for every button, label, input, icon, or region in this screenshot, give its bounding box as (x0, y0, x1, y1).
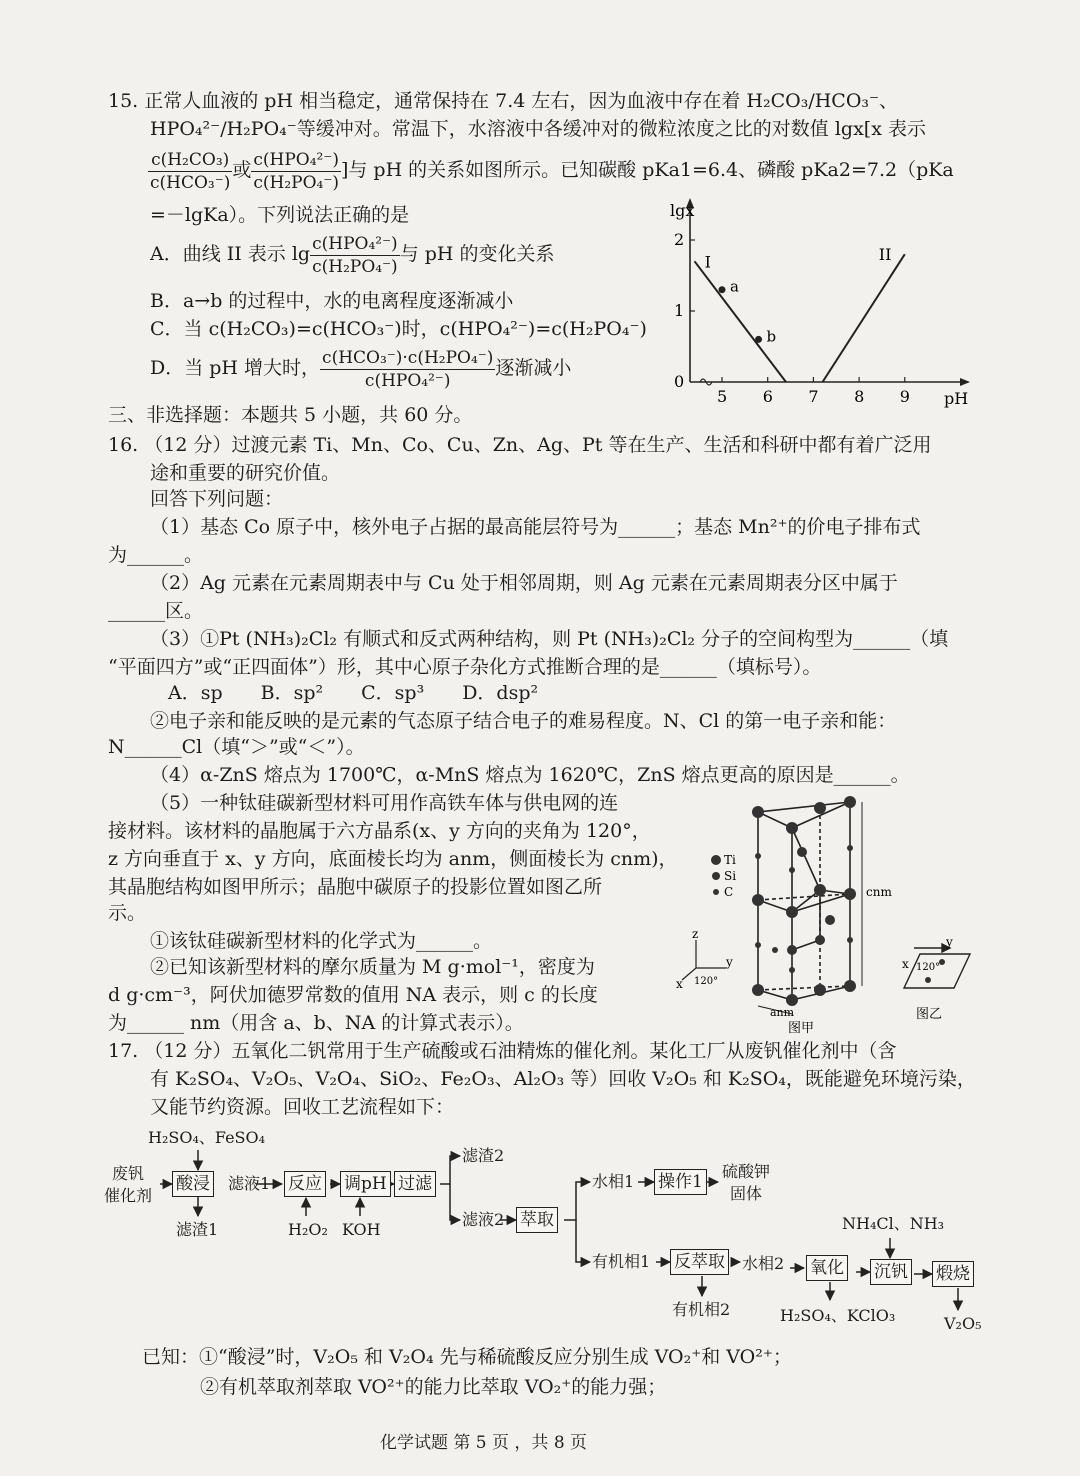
option-d-post: 逐渐减小 (495, 357, 572, 379)
c-dimension-label: cnm (866, 885, 892, 899)
axis-x-label: x (676, 977, 683, 991)
y-tick-label-1: 1 (674, 301, 685, 320)
flow-reagent-precipitate: NH₄Cl、NH₃ (842, 1214, 945, 1233)
q16-head: 16. （12 分）过渡元素 Ti、Mn、Co、Cu、Zn、Ag、Pt 等在生产、生活和科研中都有着广泛用 (108, 434, 932, 456)
x-tick-label-8: 8 (854, 387, 865, 406)
flow-organic-phase-2: 有机相2 (672, 1300, 731, 1319)
flow-raw-line2: 催化剂 (104, 1186, 153, 1205)
q16-part5i: 为______ nm（用含 a、b、NA 的计算式表示）。 (108, 1012, 524, 1034)
series-label-II: II (878, 245, 892, 265)
x-tick-label-5: 5 (716, 387, 728, 406)
q16-part5g: ②已知该新型材料的摩尔质量为 M g·mol⁻¹，密度为 (150, 956, 595, 978)
q17-head2: 有 K₂SO₄、V₂O₅、V₂O₄、SiO₂、Fe₂O₃、Al₂O₃ 等）回收 V₂O₅ 和 K₂SO₄，既能避免环境污染， (150, 1068, 976, 1090)
q15-line3-tail: ]与 pH 的关系如图所示。已知碳酸 pKa1=6.4、磷酸 pKa2=7.2（pKa (340, 159, 954, 181)
frac-num: c(HPO₄²⁻) (312, 233, 398, 254)
section-3-title: 三、非选择题：本题共 5 小题，共 60 分。 (108, 404, 473, 426)
flow-box-precipitate-v: 沉钒 (870, 1259, 912, 1285)
q16-part3b: “平面四方”或“正四面体”）形，其中心原子杂化方式推断合理的是______（填标号）。 (108, 656, 822, 678)
q15-line2: HPO₄²⁻/H₂PO₄⁻等缓冲对。常温下，水溶液中各缓冲对的微粒浓度之比的对数值 lgx[x 表示 (150, 118, 926, 140)
flow-box-reaction: 反应 (284, 1171, 326, 1197)
q16-part1b: 为______。 (108, 544, 204, 566)
flow-reagent-top: H₂SO₄、FeSO₄ (148, 1128, 266, 1147)
figure-a-caption: 图甲 (788, 1021, 815, 1036)
q16-part5a: （5）一种钛硅碳新型材料可用作高铁车体与供电网的连 (150, 792, 619, 814)
flow-box-back-extract: 反萃取 (670, 1249, 729, 1275)
q16-part5b: 接材料。该材料的晶胞属于六方晶系(x、y 方向的夹角为 120°， (108, 820, 651, 842)
q17-known-2: ②有机萃取剂萃取 VO²⁺的能力比萃取 VO₂⁺的能力强； (200, 1376, 667, 1398)
q16-part5f: ①该钛硅碳新型材料的化学式为______。 (150, 930, 493, 952)
flow-water-phase-1: 水相1 (592, 1172, 635, 1191)
or-text: 或 (232, 159, 252, 181)
flow-organic-phase-1: 有机相1 (592, 1252, 651, 1271)
q16-head2: 途和重要的研究价值。 (150, 462, 341, 484)
option-a-post: 与 pH 的变化关系 (399, 243, 555, 265)
x-tick-label-9: 9 (899, 387, 910, 406)
q16-part3c: ②电子亲和能反映的是元素的气态原子结合电子的难易程度。N、Cl 的第一电子亲和能： (150, 710, 897, 732)
q16-part3d: N______Cl（填“＞”或“＜”）。 (108, 736, 365, 758)
point-label-b: b (766, 327, 777, 346)
q16-prompt: 回答下列问题： (150, 488, 284, 510)
legend-ti: Ti (724, 853, 736, 867)
flow-box-extract: 萃取 (516, 1207, 558, 1233)
y-tick-label-0: 0 (674, 372, 685, 391)
flow-reagent-oxidize: H₂SO₄、KClO₃ (780, 1306, 896, 1325)
page-footer: 化学试题 第 5 页 ，共 8 页 (380, 1433, 588, 1453)
x-tick-label-7: 7 (808, 387, 819, 406)
q17-known-1: 已知：①“酸浸”时，V₂O₅ 和 V₂O₄ 先与稀硫酸反应分别生成 VO₂⁺和 VO²⁺； (142, 1346, 792, 1368)
q15-line1: 15. 正常人血液的 pH 相当稳定，通常保持在 7.4 左右，因为血液中存在着 H₂CO₃/HCO₃⁻、 (108, 90, 899, 112)
flow-water-phase-2: 水相2 (742, 1254, 785, 1273)
flow-box-calcine: 煅烧 (932, 1261, 974, 1287)
flow-reagent-koh: KOH (342, 1220, 381, 1239)
q16-part3-options: A．sp B．sp² C．sp³ D．dsp² (168, 682, 539, 704)
flow-filtrate-2: 滤液2 (462, 1210, 505, 1229)
frac-num: c(HCO₃⁻)·c(H₂PO₄⁻) (322, 347, 494, 368)
angle-label-a: 120° (694, 976, 719, 987)
projection-axis-y: y (946, 935, 953, 949)
x-tick-label-6: 6 (762, 387, 773, 406)
y-tick-label-2: 2 (674, 230, 685, 249)
option-a-pre: A．曲线 II 表示 lg (150, 243, 311, 265)
frac-den: c(H₂PO₄⁻) (253, 172, 339, 193)
q17-head3: 又能节约资源。回收工艺流程如下： (150, 1096, 455, 1118)
q16-part3a: （3）①Pt (NH₃)₂Cl₂ 有顺式和反式两种结构，则 Pt (NH₃)₂Cl₂ 分子的空间构型为______（填 (150, 628, 949, 650)
q16-part5d: 其晶胞结构如图甲所示；晶胞中碳原子的投影位置如图乙所 (108, 876, 603, 898)
flow-box-oxidize: 氧化 (806, 1255, 848, 1281)
y-axis-label: lgx (670, 201, 695, 220)
angle-label-b: 120° (916, 962, 941, 973)
axis-z-label: z (692, 927, 699, 941)
point-label-a: a (729, 277, 739, 296)
series-label-I: I (704, 252, 711, 272)
frac-num: c(HPO₄²⁻) (253, 149, 339, 170)
q17-head: 17. （12 分）五氧化二钒常用于生产硫酸或石油精炼的催化剂。某化工厂从废钒催化剂中（含 (108, 1040, 897, 1062)
q16-part1a: （1）基态 Co 原子中，核外电子占据的最高能层符号为______；基态 Mn²⁺的价电子排布式 (150, 516, 921, 538)
legend-si: Si (724, 869, 737, 883)
q16-part2b: ______区。 (108, 600, 204, 622)
flow-box-operation-1: 操作1 (654, 1169, 707, 1195)
projection-axis-x: x (902, 957, 909, 971)
flow-product-k2so4-line1: 硫酸钾 (722, 1162, 771, 1181)
q16-part2a: （2）Ag 元素在元素周期表中与 Cu 处于相邻周期，则 Ag 元素在元素周期表分区中属于 (150, 572, 898, 594)
option-d-pre: D．当 pH 增大时， (150, 357, 321, 379)
q15-option-b: B．a→b 的过程中，水的电离程度逐渐减小 (150, 290, 514, 312)
flow-box-acid-leach: 酸浸 (172, 1171, 214, 1197)
figure-b-caption: 图乙 (916, 1007, 943, 1022)
frac-den: c(HCO₃⁻) (150, 172, 231, 193)
axis-y-label: y (726, 955, 733, 969)
flow-product-v2o5: V₂O₅ (944, 1314, 982, 1333)
q16-part5h: d g·cm⁻³，阿伏加德罗常数的值用 NA 表示，则 c 的长度 (108, 984, 598, 1006)
flow-residue-2: 滤渣2 (462, 1146, 505, 1165)
q16-part5c: z 方向垂直于 x、y 方向，底面棱长均为 anm，侧面棱长为 cnm)， (108, 848, 678, 870)
frac-den: c(HPO₄²⁻) (364, 370, 451, 391)
q15-option-c: C．当 c(H₂CO₃)=c(HCO₃⁻)时，c(HPO₄²⁻)=c(H₂PO₄⁻) (150, 318, 647, 340)
q16-part4: （4）α-ZnS 熔点为 1700℃，α-MnS 熔点为 1620℃，ZnS 熔点更高的原因是______。 (150, 764, 910, 786)
q15-line4: =－lgKa）。下列说法正确的是 (150, 204, 410, 226)
frac-num: c(H₂CO₃) (148, 149, 232, 172)
x-axis-label: pH (944, 389, 969, 408)
flow-product-k2so4-line2: 固体 (730, 1184, 763, 1203)
legend-c: C (724, 885, 734, 899)
a-dimension-label: anm (770, 1006, 795, 1019)
flow-box-adjust-ph: 调pH (340, 1171, 391, 1197)
flow-box-filter: 过滤 (394, 1171, 436, 1197)
flow-raw-line1: 废钒 (112, 1164, 145, 1183)
q16-part5e: 示。 (108, 902, 147, 924)
frac-den: c(H₂PO₄⁻) (312, 256, 398, 277)
flow-residue-1: 滤渣1 (176, 1220, 219, 1239)
flow-reagent-h2o2: H₂O₂ (288, 1220, 328, 1239)
flow-filtrate-1: 滤液1 (228, 1174, 271, 1193)
